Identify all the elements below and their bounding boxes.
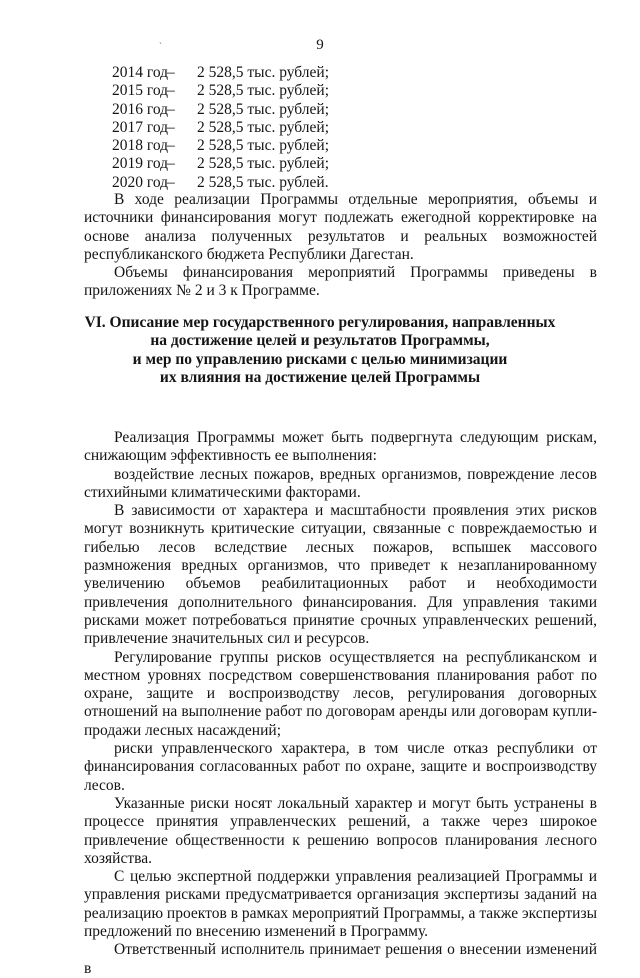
paragraph: Указанные риски носят локальный характер и могут быть устранены в процессе принятия управленческих решений, а также через широкое привлечение общественности к решению вопросов планирования лесного хозяйства. bbox=[84, 794, 597, 867]
risk-text bbox=[84, 429, 597, 978]
funding-year-row bbox=[112, 119, 329, 137]
dash: – bbox=[167, 137, 175, 154]
dash: – bbox=[167, 118, 175, 136]
paragraph: В ходе реализации Программы отдельные мероприятия, объемы и источники финансирования могут подлежать ежегодной корректировке на основе анализа полученных результатов и реальных возможностей республиканского бюджета Республики Дагестан. bbox=[84, 191, 597, 263]
section-heading bbox=[0, 314, 640, 388]
paragraph: В зависимости от характера и масштабности проявления этих рисков могут возникнуть критические ситуации, связанные с повреждаемостью и гибелью лесов вследствие лесных пожаров, вспышек массового размножения вредных организмов, что приведет к незапланированному увеличению объемов реабилитационных работ и необходимости привлечения дополнительного финансирования. Для управления такими рисками может потребоваться принятие срочных управленческих решений, привлечение значительных сил и ресурсов. bbox=[84, 502, 597, 648]
amount: 2 528,5 тыс. рублей; bbox=[197, 155, 329, 173]
funding-year-row bbox=[112, 82, 329, 100]
funding-year-row bbox=[112, 137, 329, 155]
funding-year-row bbox=[112, 155, 329, 173]
amount: 2 528,5 тыс. рублей; bbox=[197, 100, 329, 118]
year-label: 2015 год bbox=[112, 82, 169, 100]
dash: – bbox=[167, 64, 175, 81]
dash: – bbox=[167, 155, 175, 173]
year-label: 2018 год bbox=[112, 137, 169, 154]
amount: 2 528,5 тыс. рублей; bbox=[197, 64, 329, 81]
paragraph: риски управленческого характера, в том числе отказ республики от финансирования согласованных работ по охране, защите и воспроизводству лесов. bbox=[84, 740, 597, 794]
scan-mark: ` bbox=[159, 41, 162, 51]
heading-line: и мер по управлению рисками с целью минимизации bbox=[132, 350, 508, 368]
amount: 2 528,5 тыс. рублей; bbox=[197, 118, 329, 136]
amount: 2 528,5 тыс. рублей. bbox=[197, 173, 329, 191]
paragraph: Ответственный исполнитель принимает решения о внесении изменений в bbox=[84, 941, 597, 977]
paragraph: Реализация Программы может быть подвергнута следующим рискам, снижающим эффективность ее выполнения: bbox=[84, 429, 597, 465]
funding-year-row bbox=[112, 64, 329, 82]
page-number: 9 bbox=[316, 37, 324, 53]
heading-line: их влияния на достижение целей Программы bbox=[159, 369, 481, 387]
paragraph: воздействие лесных пожаров, вредных организмов, повреждение лесов стихийными климатическими факторами. bbox=[84, 465, 597, 501]
funding-year-row bbox=[112, 101, 329, 119]
dash: – bbox=[167, 173, 175, 191]
year-label: 2020 год bbox=[112, 173, 169, 191]
paragraph: Объемы финансирования мероприятий Программы приведены в приложениях № 2 и 3 к Программе. bbox=[84, 264, 597, 300]
heading-line: VI. Описание мер государственного регулирования, направленных bbox=[84, 314, 556, 331]
year-label: 2014 год bbox=[112, 64, 169, 81]
amount: 2 528,5 тыс. рублей; bbox=[197, 82, 329, 100]
dash: – bbox=[167, 100, 175, 118]
paragraph: Регулирование группы рисков осуществляется на республиканском и местном уровнях посредством совершенствования планирования работ по охране, защите и воспроизводству лесов, регулирования договорных отношений на выполнение работ по договорам аренды или договорам купли-продажи лесных насаждений; bbox=[84, 648, 597, 739]
funding-year-row bbox=[112, 174, 329, 192]
year-label: 2016 год bbox=[112, 100, 169, 118]
year-label: 2019 год bbox=[112, 155, 169, 173]
intro-text bbox=[84, 191, 597, 301]
dash: – bbox=[167, 82, 175, 100]
funding-year-list bbox=[112, 64, 329, 192]
heading-line: на достижение целей и результатов Программы, bbox=[150, 332, 490, 350]
amount: 2 528,5 тыс. рублей; bbox=[197, 137, 329, 154]
paragraph: С целью экспертной поддержки управления реализацией Программы и управления рисками предусматривается организация экспертизы заданий на реализацию проектов в рамках мероприятий Программы, а также экспертизы предложений по внесению изменений в Программу. bbox=[84, 868, 597, 941]
year-label: 2017 год bbox=[112, 118, 169, 136]
